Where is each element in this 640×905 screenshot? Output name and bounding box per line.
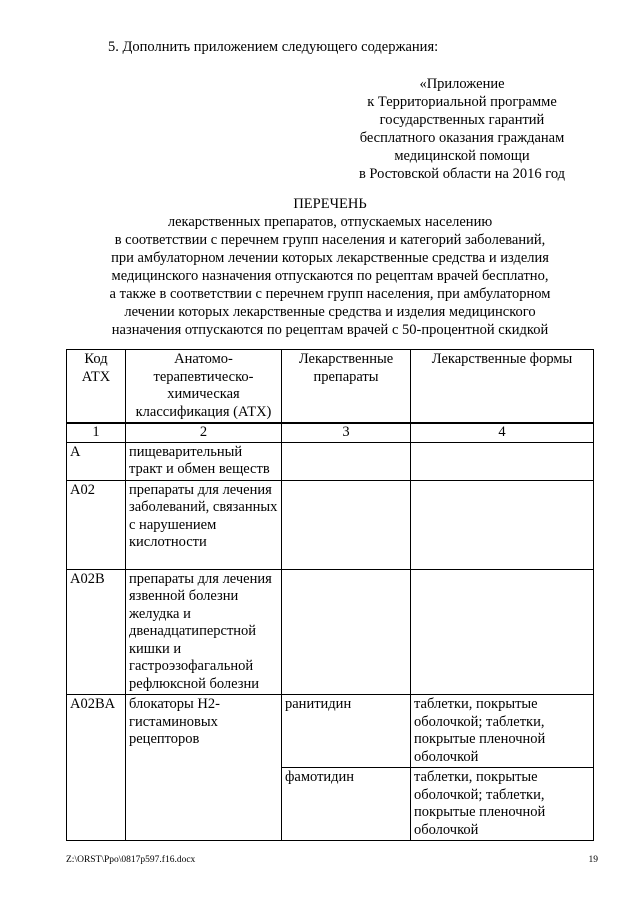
column-number: 4 [411, 423, 594, 442]
page-number: 19 [588, 855, 598, 865]
drug-name [282, 480, 411, 569]
drug-name [282, 442, 411, 480]
appendix-line: бесплатного оказания гражданам [359, 130, 565, 146]
appendix-line: к Территориальной программе [367, 94, 557, 110]
title-line: в соответствии с перечнем групп населения и категорий заболеваний, [114, 232, 546, 248]
drug-name: фамотидин [282, 768, 411, 841]
intro-paragraph: 5. Дополнить приложением следующего содержания: [108, 39, 439, 55]
drug-list-table [66, 349, 594, 841]
appendix-line: медицинской помощи [394, 148, 530, 164]
atc-classification: препараты для лечения язвенной болезни желудка и двенадцатиперстной кишки и гастроэзофагальной рефлюксной болезни [126, 569, 282, 695]
table-row [67, 569, 594, 695]
title-line: назначения отпускаются по рецептам врачей с 50-процентной скидкой [111, 322, 549, 338]
column-number: 2 [126, 423, 282, 442]
appendix-line: в Ростовской области на 2016 год [358, 166, 566, 182]
drug-form [411, 442, 594, 480]
appendix-line: «Приложение [419, 76, 505, 92]
table-row [67, 695, 594, 768]
drug-name [282, 569, 411, 695]
atc-code: A02 [67, 480, 126, 569]
atc-code: A [67, 442, 126, 480]
column-number: 3 [282, 423, 411, 442]
table-header-row [67, 350, 594, 424]
title-line: медицинского назначения отпускаются по рецептам врачей бесплатно, [111, 268, 549, 284]
atc-code: A02B [67, 569, 126, 695]
atc-classification: препараты для лечения заболеваний, связанных с нарушением кислотности [126, 480, 282, 569]
atc-code: A02BA [67, 695, 126, 841]
header-forms: Лекарственные формы [411, 350, 594, 424]
column-number: 1 [67, 423, 126, 442]
title-line: лекарственных препаратов, отпускаемых населению [167, 214, 493, 230]
title-line: а также в соответствии с перечнем групп населения, при амбулаторном [109, 286, 551, 302]
drug-name: ранитидин [282, 695, 411, 768]
header-classification: Анатомо-терапевтическо-химическая классификация (АТХ) [126, 350, 282, 424]
drug-form [411, 480, 594, 569]
drug-form: таблетки, покрытые оболочкой; таблетки, покрытые пленочной оболочкой [411, 768, 594, 841]
title-line: при амбулаторном лечении которых лекарственные средства и изделия [111, 250, 549, 266]
appendix-header [332, 75, 592, 183]
title-heading: ПЕРЕЧЕНЬ [293, 196, 367, 212]
appendix-line: государственных гарантий [379, 112, 545, 128]
drug-form [411, 569, 594, 695]
atc-classification: блокаторы H2-гистаминовых рецепторов [126, 695, 282, 841]
column-number-row [67, 423, 594, 442]
atc-classification: пищеварительный тракт и обмен веществ [126, 442, 282, 480]
document-title [60, 195, 600, 339]
footer-file-path: Z:\ORST\Ppo\0817p597.f16.docx [66, 855, 196, 865]
header-code: Код АТХ [67, 350, 126, 424]
table-row [67, 480, 594, 569]
title-line: лечении которых лекарственные средства и изделия медицинского [124, 304, 536, 320]
drug-form: таблетки, покрытые оболочкой; таблетки, покрытые пленочной оболочкой [411, 695, 594, 768]
table-row [67, 442, 594, 480]
header-drugs: Лекарственные препараты [282, 350, 411, 424]
